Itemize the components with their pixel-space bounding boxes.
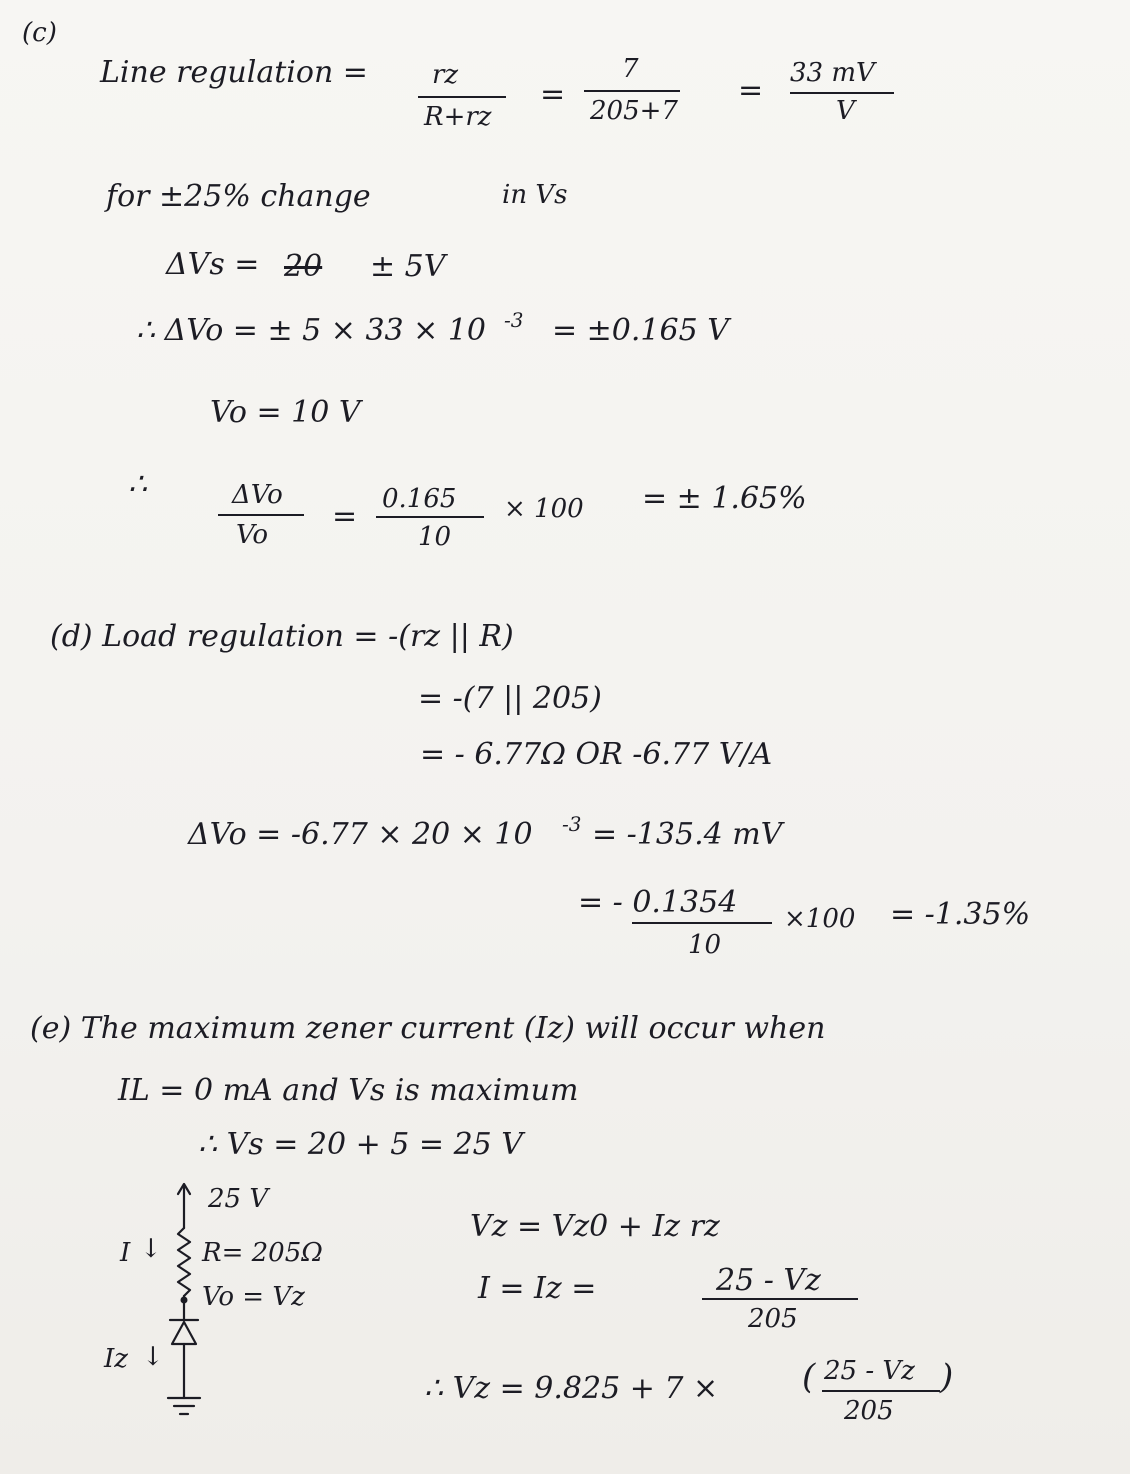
circuit-supply-label: 25 V — [208, 1184, 269, 1214]
load-percent: = -1.35% — [890, 897, 1031, 932]
value-denominator: 10 — [418, 522, 452, 552]
part-c-label: (c) — [22, 18, 57, 48]
eq-final-bar — [822, 1390, 940, 1392]
delta-vo-load-result: = -135.4 mV — [592, 817, 783, 852]
load-frac-denominator: 10 — [688, 930, 722, 960]
circuit-iz-arrow: ↓ — [142, 1342, 164, 1372]
value-numerator: 0.165 — [382, 484, 457, 514]
frac1-numerator: rz — [432, 60, 459, 90]
times-100: × 100 — [504, 494, 584, 524]
circuit-current-arrow: ↓ — [140, 1234, 162, 1264]
frac2-denominator: 205+7 — [590, 96, 678, 126]
part-e-line-3: ∴ Vs = 20 + 5 = 25 V — [198, 1127, 523, 1162]
delta-vs-struck: 20 — [284, 249, 323, 284]
exponent-neg3: -3 — [504, 308, 524, 332]
eq-vz: Vz = Vz0 + Iz rz — [470, 1209, 720, 1244]
load-regulation-line: (d) Load regulation = -(rz || R) — [50, 619, 514, 654]
percent-result: = ± 1.65% — [642, 481, 807, 516]
line-regulation-label: Line regulation = — [100, 55, 368, 90]
circuit-resistor-label: R= 205Ω — [202, 1238, 323, 1268]
part-e-line-1: (e) The maximum zener current (Iz) will occur when — [30, 1011, 826, 1046]
delta-vo-load-line: ΔVo = -6.77 × 20 × 10 — [188, 817, 533, 852]
for-25pct-line: for ±25% change — [106, 179, 371, 214]
eq-final-lhs: ∴ Vz = 9.825 + 7 × — [424, 1371, 719, 1406]
frac3-bar — [790, 92, 894, 94]
eq-i-denominator: 205 — [748, 1304, 798, 1334]
circuit-vo-label: Vo = Vz — [202, 1282, 305, 1312]
value-bar — [376, 516, 484, 518]
circuit-iz-label: Iz — [104, 1344, 128, 1374]
circuit-current-label: I — [120, 1238, 131, 1268]
frac3-denominator: V — [836, 96, 855, 126]
delta-vs-value: ± 5V — [370, 249, 446, 284]
load-frac-numerator: = - 0.1354 — [578, 885, 738, 920]
exponent-neg3-d: -3 — [562, 812, 582, 836]
frac2-numerator: 7 — [622, 54, 639, 84]
load-step-3: = - 6.77Ω OR -6.77 V/A — [420, 737, 773, 772]
delta-vo-result: = ±0.165 V — [552, 313, 729, 348]
output-node — [181, 1297, 188, 1304]
equals-1: = — [540, 77, 566, 112]
ratio-bar — [218, 514, 304, 516]
zener-triangle — [172, 1322, 196, 1344]
load-frac-bar — [632, 922, 772, 924]
frac1-denominator: R+rz — [424, 102, 492, 132]
eq-final-close-paren: ) — [940, 1357, 954, 1397]
delta-vs-label: ΔVs = — [166, 247, 260, 282]
part-e-line-2: IL = 0 mA and Vs is maximum — [118, 1073, 579, 1108]
equals-3: = — [332, 499, 358, 534]
eq-i-numerator: 25 - Vz — [716, 1263, 821, 1298]
resistor-symbol — [178, 1228, 190, 1296]
ratio-numerator: ΔVo — [232, 480, 283, 510]
load-step-2: = -(7 || 205) — [418, 681, 602, 716]
frac2-bar — [584, 90, 680, 92]
equals-2: = — [738, 73, 764, 108]
therefore-symbol: ∴ — [128, 467, 148, 502]
delta-vo-line: ∴ ΔVo = ± 5 × 33 × 10 — [136, 313, 486, 348]
frac3-numerator: 33 mV — [790, 58, 875, 88]
in-vs: in Vs — [502, 180, 568, 210]
eq-i-lhs: I = Iz = — [478, 1271, 597, 1306]
frac1-bar — [418, 96, 506, 98]
eq-final-denominator: 205 — [844, 1396, 894, 1426]
vo-line: Vo = 10 V — [210, 395, 361, 430]
eq-final-open-paren: ( — [802, 1357, 816, 1397]
times-100-d: ×100 — [784, 904, 856, 934]
ratio-denominator: Vo — [236, 520, 269, 550]
eq-i-bar — [702, 1298, 858, 1300]
eq-final-numerator: 25 - Vz — [824, 1356, 915, 1386]
